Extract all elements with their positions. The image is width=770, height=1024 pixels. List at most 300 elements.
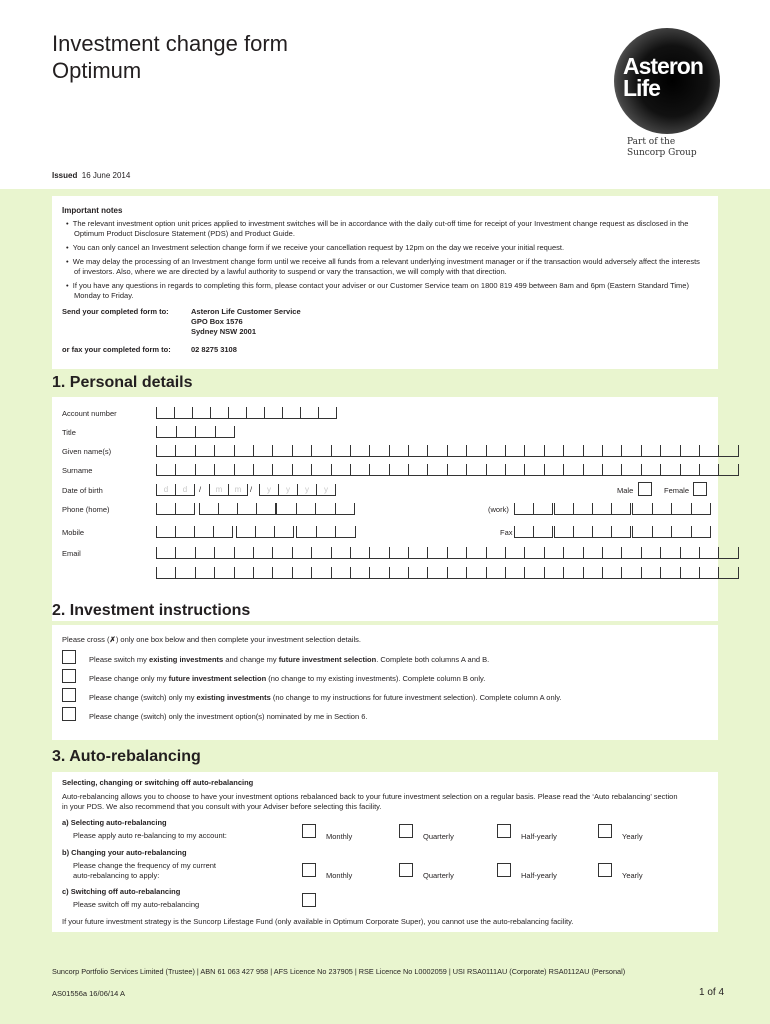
opt1-d: future investment selection [278, 655, 377, 664]
a-monthly-label: Monthly [326, 832, 353, 841]
char-cell [699, 567, 718, 578]
char-cell [447, 547, 466, 558]
char-cell [264, 407, 282, 418]
char-cell [660, 567, 679, 578]
male-checkbox[interactable] [638, 482, 652, 496]
char-cell [256, 503, 276, 514]
char-cell [175, 503, 195, 514]
dob-month-field[interactable] [209, 484, 248, 496]
char-cell [174, 407, 192, 418]
section-rebalancing-heading: 3. Auto-rebalancing [52, 748, 201, 765]
char-cell [175, 567, 194, 578]
char-cell [253, 547, 272, 558]
char-cell [156, 567, 175, 578]
char-cell [199, 503, 218, 514]
intro-part-b: ) only one box below and then complete your investment selection details. [115, 635, 361, 644]
char-cell [563, 567, 582, 578]
char-cell [427, 567, 446, 578]
form-title-line1: Investment change form [52, 31, 289, 56]
a-yearly-checkbox[interactable] [598, 824, 612, 838]
char-cell [563, 464, 582, 475]
char-cell: d [175, 484, 195, 495]
section-investment-heading: 2. Investment instructions [52, 602, 251, 619]
char-cell [234, 567, 253, 578]
char-cell [389, 567, 408, 578]
phone-home-number-2-field[interactable] [276, 503, 355, 515]
opt2-a: Please change only my [89, 674, 169, 683]
char-cell [447, 567, 466, 578]
char-cell [156, 547, 175, 558]
char-cell [350, 464, 369, 475]
note-1-text: The relevant investment option unit prices applied to investment switches will be in accordance with the daily cut-off time for receipt of your Investment change request as disclosed in the Optimum Product Disclosure Statement (PDS) and Product Guide. [72, 219, 689, 238]
char-cell [514, 526, 533, 537]
char-cell [583, 464, 602, 475]
char-cell [641, 547, 660, 558]
char-cell [524, 547, 543, 558]
rebalance-c-title: c) Switching off auto-rebalancing [62, 887, 181, 896]
char-cell [272, 567, 291, 578]
char-cell [602, 445, 621, 456]
opt2-c: (no change to my existing investments). Complete column B only. [266, 674, 486, 683]
char-cell [563, 445, 582, 456]
char-cell [641, 567, 660, 578]
char-cell [300, 407, 318, 418]
phone-work-number-2-field[interactable] [632, 503, 711, 515]
opt1-e: . Complete both columns A and B. [376, 655, 490, 664]
char-cell [699, 445, 718, 456]
char-cell [175, 464, 194, 475]
char-cell [524, 567, 543, 578]
char-cell [680, 567, 699, 578]
b-half-yearly-label: Half-yearly [521, 871, 557, 880]
char-cell [156, 426, 176, 437]
char-cell [602, 464, 621, 475]
dob-year-field[interactable] [259, 484, 336, 496]
email-label: Email [62, 549, 81, 558]
b-monthly-label: Monthly [326, 871, 353, 880]
char-cell [156, 445, 175, 456]
char-cell [544, 567, 563, 578]
option-existing-only-checkbox[interactable] [62, 688, 76, 702]
char-cell [573, 526, 592, 537]
char-cell [486, 567, 505, 578]
char-cell [156, 503, 175, 514]
char-cell [621, 464, 640, 475]
char-cell [718, 567, 738, 578]
fax-number-2-field[interactable] [632, 526, 711, 538]
char-cell [544, 445, 563, 456]
char-cell [514, 503, 533, 514]
b-yearly-checkbox[interactable] [598, 863, 612, 877]
important-notes-panel [52, 196, 718, 369]
char-cell [176, 426, 196, 437]
char-cell [611, 503, 631, 514]
char-cell [156, 526, 175, 537]
phone-home-label: Phone (home) [62, 505, 110, 514]
cross-icon: ✗ [109, 635, 116, 644]
char-cell [331, 445, 350, 456]
form-title [52, 30, 288, 84]
char-cell [234, 445, 253, 456]
opt3-b: existing investments [196, 693, 271, 702]
a-yearly-label: Yearly [622, 832, 643, 841]
char-cell [699, 464, 718, 475]
char-cell [234, 547, 253, 558]
char-cell [602, 547, 621, 558]
char-cell [195, 547, 214, 558]
mobile-label: Mobile [62, 528, 85, 537]
char-cell [505, 464, 524, 475]
phone-work-number-1-field[interactable] [554, 503, 631, 515]
page-number: 1 of 4 [699, 987, 725, 998]
char-cell [296, 503, 316, 514]
char-cell [427, 547, 446, 558]
char-cell [292, 464, 311, 475]
char-cell [331, 567, 350, 578]
fax-area-field[interactable] [514, 526, 553, 538]
char-cell [652, 503, 672, 514]
char-cell [156, 464, 175, 475]
char-cell [671, 526, 691, 537]
logo-sub1: Part of the [627, 137, 676, 147]
char-cell [350, 445, 369, 456]
issued-date [52, 171, 130, 180]
b-half-yearly-checkbox[interactable] [497, 863, 511, 877]
account-number-field[interactable] [156, 407, 337, 419]
rebalance-c-text: Please switch off my auto-rebalancing [73, 900, 200, 909]
char-cell: m [209, 484, 228, 495]
char-cell [331, 547, 350, 558]
given-names-label: Given name(s) [62, 447, 112, 456]
char-cell [621, 547, 640, 558]
note-4: • If you have any questions in regards to completing this form, please contact your adviser or our Customer Service team on 1800 819 499 between 8am and 6pm (Eastern Standard Time) Monday to Friday. [66, 281, 689, 300]
b-quarterly-checkbox[interactable] [399, 863, 413, 877]
char-cell: y [316, 484, 336, 495]
char-cell [641, 464, 660, 475]
char-cell [408, 547, 427, 558]
send-line2: GPO Box 1576 [191, 317, 243, 326]
char-cell [369, 464, 388, 475]
a-half-yearly-checkbox[interactable] [497, 824, 511, 838]
char-cell [533, 503, 553, 514]
option-future-only-checkbox[interactable] [62, 669, 76, 683]
char-cell [315, 503, 335, 514]
char-cell [408, 567, 427, 578]
char-cell [292, 547, 311, 558]
char-cell [253, 567, 272, 578]
char-cell [466, 567, 485, 578]
char-cell [505, 445, 524, 456]
char-cell [389, 547, 408, 558]
char-cell [237, 503, 256, 514]
logo-line1: Asteron [623, 53, 703, 79]
note-3: • We may delay the processing of an Investment change form until we receive all funds from a relevant underlying investment manager or if the transaction would adversely affect the interests of investors. Also, where we are directed by a lawful authority to suspend or vary the transaction, we will comply with that direction. [66, 257, 700, 276]
b-yearly-label: Yearly [622, 871, 643, 880]
char-cell [350, 547, 369, 558]
char-cell [466, 547, 485, 558]
char-cell [621, 567, 640, 578]
char-cell [195, 426, 215, 437]
char-cell [621, 445, 640, 456]
surname-label: Surname [62, 466, 93, 475]
char-cell [292, 567, 311, 578]
char-cell [311, 464, 330, 475]
char-cell [369, 567, 388, 578]
char-cell [447, 445, 466, 456]
char-cell [718, 445, 738, 456]
char-cell: y [259, 484, 278, 495]
char-cell [505, 567, 524, 578]
fax-number-label: Fax [500, 528, 513, 537]
title-field[interactable] [156, 426, 235, 438]
char-cell [573, 503, 592, 514]
b-monthly-checkbox[interactable] [302, 863, 316, 877]
email-field-line2[interactable] [156, 567, 739, 579]
char-cell [486, 445, 505, 456]
send-line3: Sydney NSW 2001 [191, 327, 257, 336]
char-cell [192, 407, 210, 418]
logo-subtitle [627, 137, 697, 159]
send-line1: Asteron Life Customer Service [191, 307, 301, 316]
char-cell [156, 407, 174, 418]
rebalance-b-title: b) Changing your auto-rebalancing [62, 848, 187, 857]
char-cell [660, 445, 679, 456]
option-future-only-text [89, 674, 485, 683]
char-cell [369, 445, 388, 456]
char-cell [369, 547, 388, 558]
char-cell [311, 567, 330, 578]
rebalance-b-text2: auto-rebalancing to apply: [73, 871, 160, 880]
char-cell [228, 407, 246, 418]
char-cell [350, 567, 369, 578]
male-label: Male [617, 486, 634, 495]
char-cell [274, 526, 294, 537]
char-cell [195, 567, 214, 578]
char-cell [234, 464, 253, 475]
char-cell [583, 547, 602, 558]
char-cell [718, 547, 738, 558]
b-quarterly-label: Quarterly [423, 871, 454, 880]
a-quarterly-checkbox[interactable] [399, 824, 413, 838]
surname-field[interactable] [156, 464, 739, 476]
char-cell [214, 567, 233, 578]
note-4-text: If you have any questions in regards to completing this form, please contact your adviser or our Customer Service team on 1800 819 499 between 8am and 6pm (Eastern Standard Time) Monday to Friday. [72, 281, 689, 300]
mobile-field-3[interactable] [296, 526, 356, 538]
char-cell [389, 445, 408, 456]
title-label: Title [62, 428, 76, 437]
char-cell [632, 526, 652, 537]
char-cell: y [278, 484, 297, 495]
char-cell [296, 526, 316, 537]
char-cell [175, 547, 194, 558]
char-cell [175, 445, 194, 456]
logo-line2: Life [623, 75, 660, 101]
notes-title: Important notes [62, 206, 123, 215]
char-cell [236, 526, 255, 537]
char-cell [427, 445, 446, 456]
char-cell [215, 426, 236, 437]
form-title-line2: Optimum [52, 58, 142, 83]
char-cell [660, 547, 679, 558]
fax-number-1-field[interactable] [554, 526, 631, 538]
female-checkbox[interactable] [693, 482, 707, 496]
char-cell [641, 445, 660, 456]
mobile-field-2[interactable] [236, 526, 294, 538]
dob-slash-1: / [199, 485, 202, 494]
char-cell [195, 464, 214, 475]
given-names-field[interactable] [156, 445, 739, 457]
char-cell [544, 547, 563, 558]
char-cell [311, 445, 330, 456]
phone-work-area-field[interactable] [514, 503, 553, 515]
send-label: Send your completed form to: [62, 307, 169, 316]
char-cell [524, 464, 543, 475]
phone-home-number-1-field[interactable] [199, 503, 276, 515]
char-cell [210, 407, 228, 418]
char-cell [632, 503, 652, 514]
char-cell [447, 464, 466, 475]
char-cell [175, 526, 194, 537]
char-cell [466, 445, 485, 456]
rebalance-b-text1: Please change the frequency of my current [73, 861, 216, 870]
note-2: • You can only cancel an Investment selection change form if we receive your cancellation request by 12pm on the day we receive your initial request. [66, 243, 565, 252]
fax-value: 02 8275 3108 [191, 345, 237, 354]
note-3-text: We may delay the processing of an Investment change form until we receive all funds from a relevant underlying investment manager or if the transaction would adversely affect the interests of investors. Also, where we are directed by a lawful authority to suspend or vary the transaction, we will comply with that direction. [72, 257, 700, 276]
rebalance-a-text: Please apply auto re-balancing to my account: [73, 831, 227, 840]
fax-row [62, 345, 708, 354]
opt3-a: Please change (switch) only my [89, 693, 197, 702]
char-cell [427, 464, 446, 475]
char-cell [335, 503, 356, 514]
char-cell [554, 526, 573, 537]
opt1-a: Please switch my [89, 655, 150, 664]
char-cell [660, 464, 679, 475]
fax-label: or fax your completed form to: [62, 345, 171, 354]
char-cell [466, 464, 485, 475]
char-cell [505, 547, 524, 558]
char-cell [311, 547, 330, 558]
issued-label: Issued [52, 171, 78, 180]
char-cell [282, 407, 300, 418]
char-cell [213, 526, 233, 537]
char-cell [486, 464, 505, 475]
char-cell [389, 464, 408, 475]
option-switch-and-change-text [89, 655, 489, 664]
char-cell [592, 503, 611, 514]
char-cell [214, 445, 233, 456]
opt1-c: and change my [223, 655, 279, 664]
option-section6-checkbox[interactable] [62, 707, 76, 721]
send-address [62, 307, 708, 337]
char-cell [718, 464, 738, 475]
char-cell [276, 503, 296, 514]
section-personal-heading: 1. Personal details [52, 374, 193, 391]
char-cell [544, 464, 563, 475]
dob-day-field[interactable] [156, 484, 195, 496]
note-1: • The relevant investment option unit prices applied to investment switches will be in accordance with the daily cut-off time for receipt of your Investment change request as disclosed in the Optimum Product Disclosure Statement (PDS) and Product Guide. [66, 219, 689, 238]
female-label: Female [664, 486, 690, 495]
a-quarterly-label: Quarterly [423, 832, 454, 841]
char-cell: y [297, 484, 316, 495]
char-cell [652, 526, 672, 537]
char-cell [611, 526, 631, 537]
rebalance-intro: Auto-rebalancing allows you to choose to have your investment options rebalanced back to your future investment selection on a regular basis. Please read the ‘Auto rebalancing’ section in your PDS. We also recommend that you consult with your Adviser before selecting this facility. [62, 792, 678, 811]
char-cell [691, 526, 712, 537]
option-existing-only-text [89, 693, 562, 702]
char-cell [318, 407, 337, 418]
char-cell [214, 547, 233, 558]
a-monthly-checkbox[interactable] [302, 824, 316, 838]
char-cell [194, 526, 213, 537]
char-cell [253, 464, 272, 475]
note-2-text: You can only cancel an Investment selection change form if we receive your cancellation request by 12pm on the day we receive your initial request. [72, 243, 565, 252]
char-cell [255, 526, 274, 537]
rebalance-footnote: If your future investment strategy is the Suncorp Lifestage Fund (only available in Optimum Corporate Super), you cannot use the auto-rebalancing facility. [62, 917, 574, 926]
char-cell [195, 445, 214, 456]
option-switch-and-change-checkbox[interactable] [62, 650, 76, 664]
char-cell [335, 526, 356, 537]
char-cell [272, 547, 291, 558]
char-cell [533, 526, 553, 537]
char-cell [524, 445, 543, 456]
phone-home-area-field[interactable] [156, 503, 195, 515]
opt1-b: existing investments [149, 655, 224, 664]
char-cell [583, 445, 602, 456]
char-cell [691, 503, 712, 514]
logo-sub2: Suncorp Group [627, 148, 697, 158]
issued-value: 16 June 2014 [81, 171, 131, 180]
char-cell [218, 503, 237, 514]
option-section6-text: Please change (switch) only the investment option(s) nominated by me in Section 6. [89, 712, 368, 721]
char-cell [253, 445, 272, 456]
company-details: Suncorp Portfolio Services Limited (Trustee) | ABN 61 063 427 958 | AFS Licence No 237905 | RSE Licence No L0002059 | USI RSA0111AU (Corporate) RSA0112AU (Personal) [52, 967, 626, 976]
char-cell [592, 526, 611, 537]
char-cell [680, 547, 699, 558]
email-field-line1[interactable] [156, 547, 739, 559]
char-cell [563, 547, 582, 558]
dob-slash-2: / [250, 485, 253, 494]
char-cell [583, 567, 602, 578]
intro-part-a: Please cross ( [62, 635, 110, 644]
c-switch-off-checkbox[interactable] [302, 893, 316, 907]
logo-text [623, 55, 703, 99]
rebalance-b-text [73, 861, 216, 881]
char-cell: m [228, 484, 248, 495]
char-cell [272, 445, 291, 456]
rebalance-a-title: a) Selecting auto-rebalancing [62, 818, 167, 827]
char-cell [292, 445, 311, 456]
opt3-c: (no change to my instructions for future investment selection). Complete column A only. [270, 693, 562, 702]
char-cell [272, 464, 291, 475]
opt2-b: future investment selection [168, 674, 267, 683]
char-cell [246, 407, 264, 418]
char-cell [486, 547, 505, 558]
a-half-yearly-label: Half-yearly [521, 832, 557, 841]
char-cell [331, 464, 350, 475]
char-cell [554, 503, 573, 514]
char-cell [408, 464, 427, 475]
dob-label: Date of birth [62, 486, 103, 495]
investment-intro [62, 635, 361, 644]
char-cell [602, 567, 621, 578]
char-cell [680, 445, 699, 456]
char-cell [408, 445, 427, 456]
char-cell [671, 503, 691, 514]
char-cell: d [156, 484, 175, 495]
mobile-field-1[interactable] [156, 526, 233, 538]
account-number-label: Account number [62, 409, 117, 418]
rebalance-subheading: Selecting, changing or switching off auto-rebalancing [62, 778, 254, 787]
